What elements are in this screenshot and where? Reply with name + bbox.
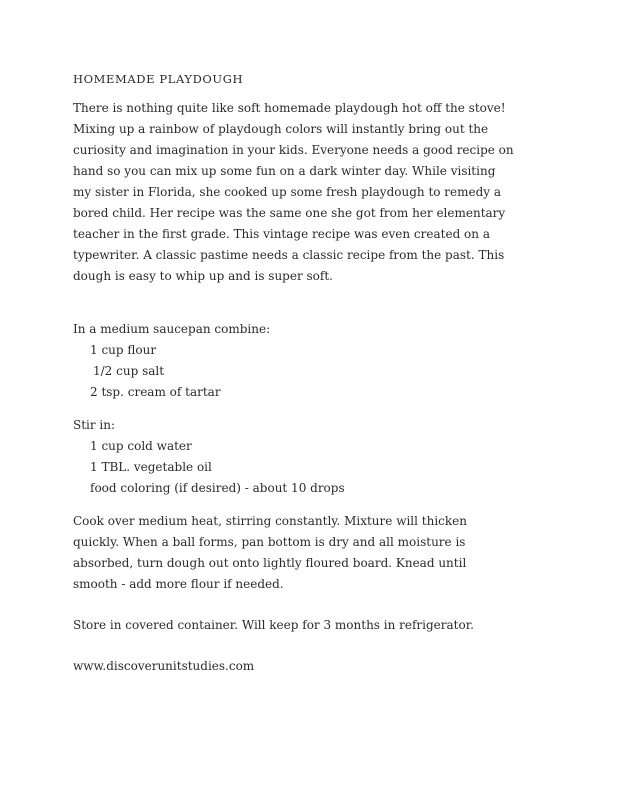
intro-paragraph: There is nothing quite like soft homemade playdough hot off the stove! Mixing up a rainbow of playdough colors will instantly bring out the curiosity and imagination in your kids. Everyone needs a good recipe on hand so you can mix up some fun on a dark winter day. While visiting my sister in Florida, she cooked up some fresh playdough to remedy a bored child. Her recipe was the same one she got from her elementary teacher in the first grade. This vintage recipe was even created on a typewriter. A classic pastime needs a classic recipe from the past. This dough is easy to whip up and is super soft. — [73, 101, 514, 283]
spacer — [73, 499, 553, 511]
recipe-title: HOMEMADE PLAYDOUGH — [73, 72, 244, 86]
ingredient-item: 1 TBL. vegetable oil — [90, 460, 212, 474]
ingredient-item: 1 cup cold water — [90, 439, 192, 453]
cook-instructions: Cook over medium heat, stirring constantly. Mixture will thicken quickly. When a ball forms, pan bottom is dry and all moisture is absorbed, turn dough out onto lightly floured board. Knead until smooth - add more flour if needed. — [73, 514, 468, 591]
stir-ingredients — [73, 436, 553, 499]
spacer — [73, 595, 553, 615]
step-combine — [73, 319, 553, 403]
ingredient-item: 1/2 cup salt — [93, 364, 165, 378]
stir-lead: Stir in: — [73, 418, 116, 432]
combine-lead: In a medium saucepan combine: — [73, 322, 271, 336]
step-stir — [73, 415, 553, 499]
spacer — [73, 287, 553, 319]
spacer — [73, 636, 553, 656]
ingredient-item: food coloring (if desired) - about 10 drops — [90, 481, 345, 495]
combine-ingredients — [73, 340, 553, 403]
spacer — [73, 403, 553, 415]
recipe-page — [73, 68, 553, 677]
website-link[interactable]: www.discoverunitstudies.com — [73, 659, 255, 673]
ingredient-item: 2 tsp. cream of tartar — [90, 385, 221, 399]
storage-instructions: Store in covered container. Will keep for 3 months in refrigerator. — [73, 618, 474, 632]
ingredient-item: 1 cup flour — [90, 343, 157, 357]
